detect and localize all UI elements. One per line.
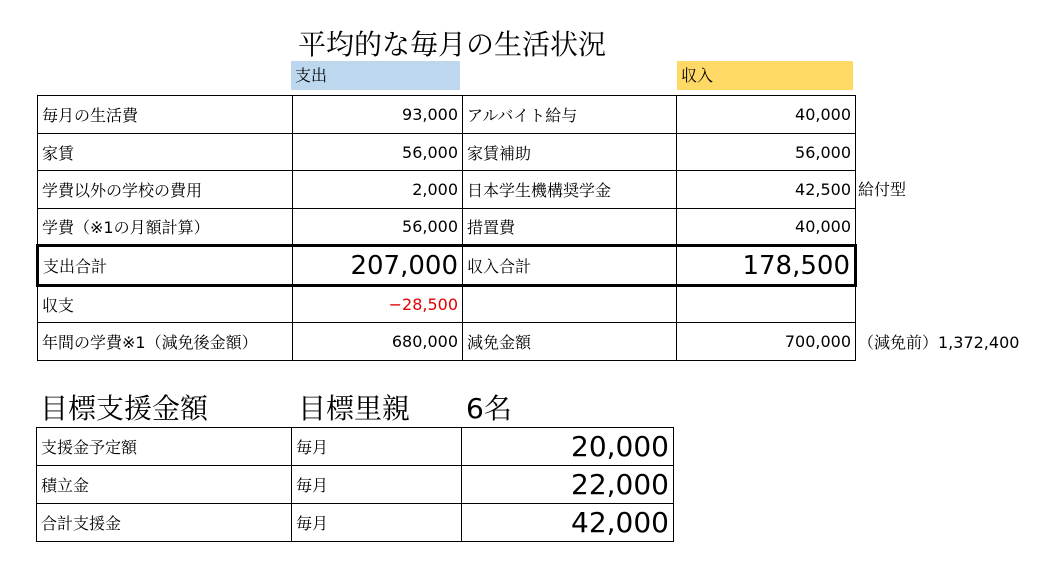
expense-label: 学費以外の学校の費用 bbox=[38, 171, 293, 209]
expense-label: 毎月の生活費 bbox=[38, 96, 293, 134]
table-row bbox=[38, 286, 856, 323]
support-label: 合計支援金 bbox=[37, 504, 292, 542]
expense-label: 年間の学費※1（減免後金額） bbox=[38, 323, 293, 361]
income-label: アルバイト給与 bbox=[463, 96, 677, 134]
pre-reduction-note: （減免前）1,372,400 bbox=[858, 333, 1020, 352]
expense-value: 93,000 bbox=[293, 96, 463, 134]
table-row bbox=[37, 466, 674, 504]
total-row bbox=[38, 246, 856, 286]
income-label: 措置費 bbox=[463, 209, 677, 246]
target-label: 目標里親 bbox=[298, 392, 411, 425]
table-row bbox=[38, 134, 856, 171]
income-total-label: 収入合計 bbox=[463, 246, 677, 286]
table-row bbox=[37, 428, 674, 466]
support-period: 毎月 bbox=[292, 504, 462, 542]
table-row bbox=[38, 323, 856, 361]
income-value: 40,000 bbox=[677, 96, 856, 134]
income-header: 収入 bbox=[677, 61, 853, 90]
support-period: 毎月 bbox=[292, 466, 462, 504]
support-heading: 目標支援金額 bbox=[40, 392, 209, 425]
living-status-table bbox=[36, 95, 857, 361]
support-period: 毎月 bbox=[292, 428, 462, 466]
income-label: 減免金額 bbox=[463, 323, 677, 361]
expense-value: 56,000 bbox=[293, 209, 463, 246]
support-amount: 20,000 bbox=[462, 428, 674, 466]
expense-value: 680,000 bbox=[293, 323, 463, 361]
table-row bbox=[37, 504, 674, 542]
income-value: 700,000 bbox=[677, 323, 856, 361]
expense-total-label: 支出合計 bbox=[38, 246, 293, 286]
target-count: 6名 bbox=[466, 392, 512, 425]
expense-value: 56,000 bbox=[293, 134, 463, 171]
expense-header: 支出 bbox=[291, 61, 460, 90]
support-label: 積立金 bbox=[37, 466, 292, 504]
table-row bbox=[38, 96, 856, 134]
income-total-value: 178,500 bbox=[677, 246, 856, 286]
scholarship-note: 給付型 bbox=[858, 180, 907, 199]
support-amount: 22,000 bbox=[462, 466, 674, 504]
income-value: 42,500 bbox=[677, 171, 856, 209]
table-row bbox=[38, 171, 856, 209]
table-row bbox=[38, 209, 856, 246]
page-title: 平均的な毎月の生活状況 bbox=[298, 28, 607, 61]
support-amount: 42,000 bbox=[462, 504, 674, 542]
balance-label: 収支 bbox=[38, 286, 293, 323]
expense-total-value: 207,000 bbox=[293, 246, 463, 286]
support-table bbox=[36, 427, 674, 542]
income-label: 家賃補助 bbox=[463, 134, 677, 171]
expense-label: 学費（※1の月額計算） bbox=[38, 209, 293, 246]
income-value: 56,000 bbox=[677, 134, 856, 171]
income-value: 40,000 bbox=[677, 209, 856, 246]
support-label: 支援金予定額 bbox=[37, 428, 292, 466]
expense-value: 2,000 bbox=[293, 171, 463, 209]
expense-label: 家賃 bbox=[38, 134, 293, 171]
balance-value: −28,500 bbox=[293, 286, 463, 323]
income-label: 日本学生機構奨学金 bbox=[463, 171, 677, 209]
income-label bbox=[463, 286, 677, 323]
income-value bbox=[677, 286, 856, 323]
